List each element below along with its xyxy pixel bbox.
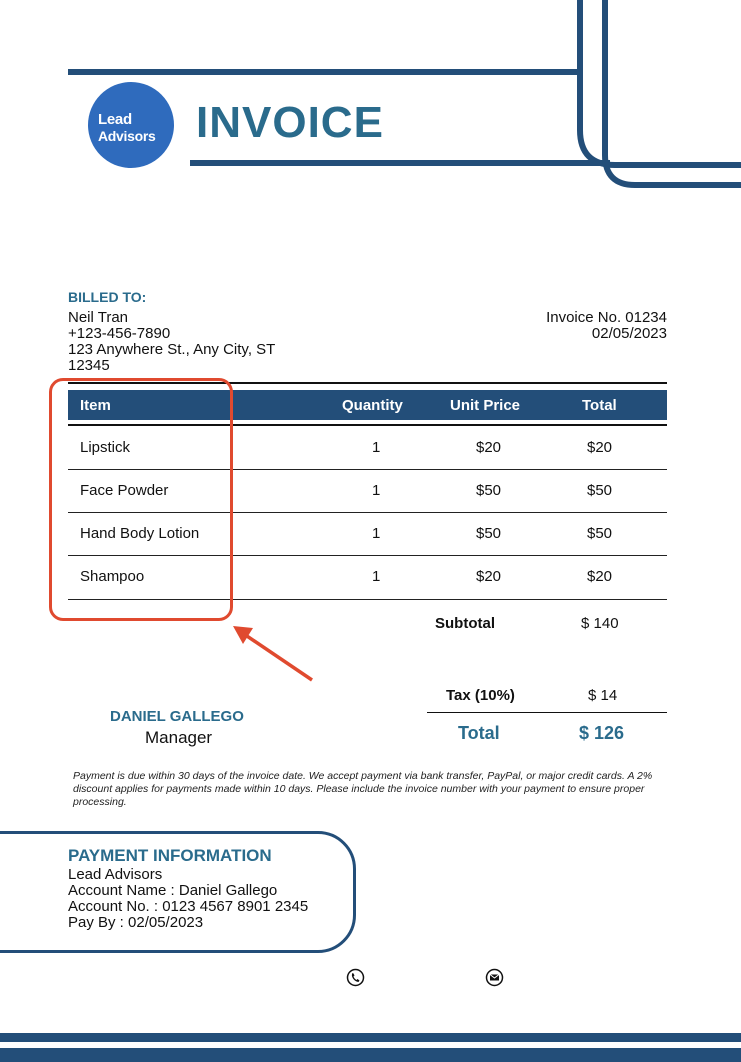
- grand-total-value: $ 126: [579, 723, 625, 743]
- summary-rule: [427, 712, 667, 713]
- billed-to-label: BILLED TO:: [68, 289, 147, 305]
- row-unit-price: $50: [476, 482, 502, 499]
- annotation-arrow: [225, 618, 320, 688]
- row-item: Hand Body Lotion: [80, 525, 200, 542]
- logo-text-line2: Advisors: [98, 128, 156, 144]
- mail-icon: [485, 968, 504, 987]
- footer-bar-bottom: [0, 1048, 741, 1062]
- header-total: Total: [582, 397, 617, 414]
- row-unit-price: $50: [476, 525, 502, 542]
- row-total: $50: [587, 525, 613, 542]
- footer-bar-top: [0, 1033, 741, 1042]
- subtotal-label: Subtotal: [435, 615, 495, 632]
- billed-to-phone: +123-456-7890: [68, 325, 171, 342]
- row-total: $50: [587, 482, 613, 499]
- payment-terms-note: Payment is due within 30 days of the invoice date. We accept payment via bank transfer, PayPal, or major credit cards. A 2% discount applies for payments made within 10 days. Please include the invoice number with your payment to ensure proper processing.: [73, 770, 653, 808]
- tax-value: $ 14: [588, 687, 618, 704]
- header-corner-lines: [570, 0, 741, 195]
- payment-company: Lead Advisors: [68, 866, 163, 883]
- subtotal-value: $ 140: [581, 615, 619, 632]
- company-logo: [88, 82, 174, 168]
- payment-info-label: PAYMENT INFORMATION: [68, 846, 272, 865]
- tax-label: Tax (10%): [446, 687, 515, 704]
- phone-icon: [346, 968, 365, 987]
- header-rule-bottom: [190, 160, 610, 166]
- row-quantity: 1: [372, 439, 381, 456]
- signer-name: DANIEL GALLEGO: [110, 708, 244, 725]
- payment-account-name: Account Name : Daniel Gallego: [68, 882, 278, 899]
- invoice-date: 02/05/2023: [591, 325, 667, 342]
- annotation-highlight-box: [49, 378, 233, 621]
- row-total: $20: [587, 568, 613, 585]
- payment-pay-by: Pay By : 02/05/2023: [68, 914, 204, 931]
- row-unit-price: $20: [476, 568, 502, 585]
- logo-text-line1: Lead: [98, 111, 132, 128]
- billed-to-address: 123 Anywhere St., Any City, ST: [68, 341, 276, 358]
- header-quantity: Quantity: [342, 397, 403, 414]
- row-total: $20: [587, 439, 613, 456]
- row-item: Shampoo: [80, 568, 145, 585]
- row-item: Lipstick: [80, 439, 131, 456]
- row-item: Face Powder: [80, 482, 169, 499]
- payment-account-no: Account No. : 0123 4567 8901 2345: [68, 898, 309, 915]
- row-quantity: 1: [372, 482, 381, 499]
- row-unit-price: $20: [476, 439, 502, 456]
- billed-to-zip: 12345: [68, 357, 110, 374]
- signer-role: Manager: [145, 728, 213, 747]
- grand-total-label: Total: [458, 723, 500, 743]
- header-item: Item: [80, 397, 111, 414]
- billed-to-name: Neil Tran: [68, 309, 129, 326]
- invoice-number: Invoice No. 01234: [546, 309, 667, 326]
- row-quantity: 1: [372, 568, 381, 585]
- row-quantity: 1: [372, 525, 381, 542]
- header-rule-top: [68, 69, 580, 75]
- header-unit-price: Unit Price: [450, 397, 521, 414]
- invoice-title: INVOICE: [196, 98, 384, 147]
